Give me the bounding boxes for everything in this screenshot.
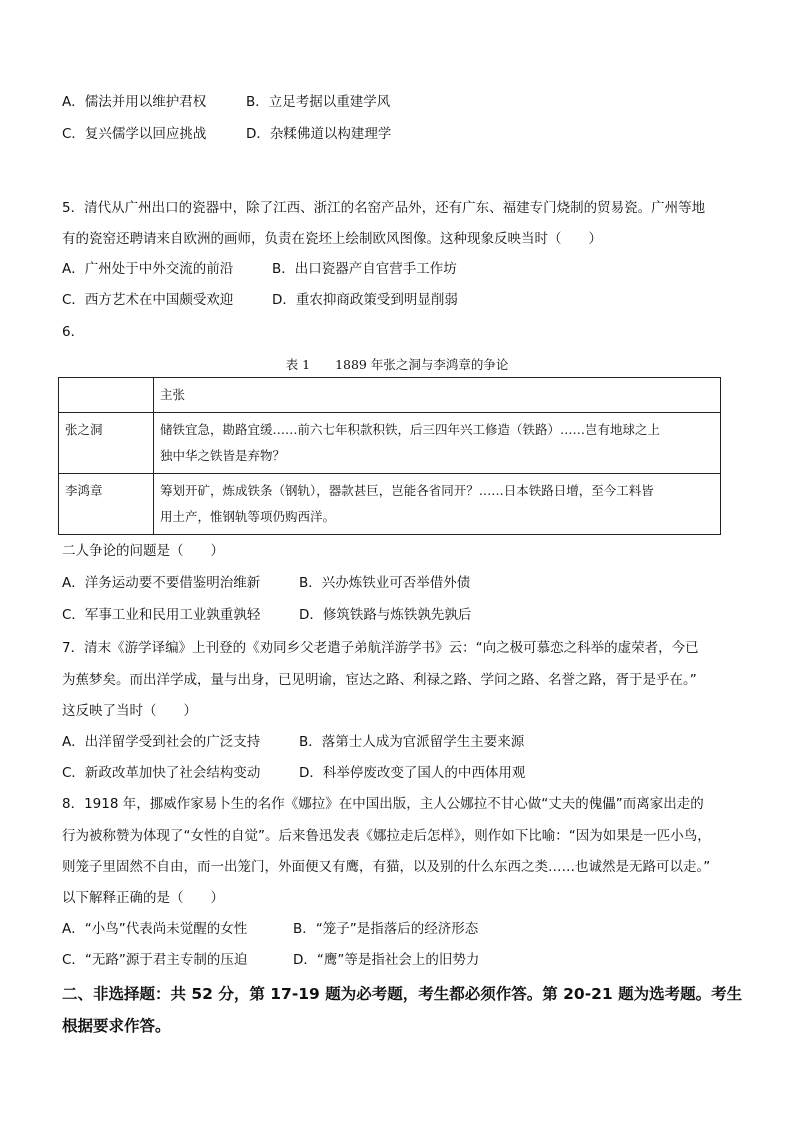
row-name-li: 李鸿章: [59, 474, 154, 535]
q7-option-a: A．出洋留学受到社会的广泛支持: [62, 734, 261, 750]
q5-stem-line-1: 5．清代从广州出口的瓷器中，除了江西、浙江的名窑产品外，还有广东、福建专门烧制的贸易瓷。广州等地: [62, 200, 706, 216]
q7-option-b: B．落第士人成为官派留学生主要来源: [299, 734, 525, 750]
row-claim-zhang: [154, 413, 721, 474]
q4-option-c: C．复兴儒学以回应挑战: [62, 126, 207, 142]
q5-option-a: A．广州处于中外交流的前沿: [62, 261, 234, 277]
table-header-claim: 主张: [154, 378, 721, 413]
q7-stem-line-3: 这反映了当时（ ）: [62, 703, 197, 719]
q6-option-d: D．修筑铁路与炼铁孰先孰后: [299, 607, 472, 623]
q7-stem-line-2: 为蕉梦矣。而出洋学成，量与出身，已见明谕，宦达之路、利禄之路、学问之路、名誉之路，胥于是乎在。”: [62, 672, 697, 688]
q5-option-b: B．出口瓷器产自官营手工作坊: [272, 261, 457, 277]
q7-option-d: D．科举停废改变了国人的中西体用观: [299, 765, 526, 781]
section-2-heading-line-1: 二、非选择题：共 52 分，第 17-19 题为必考题，考生都必须作答。第 20-21 题为选考题。考生: [62, 985, 743, 1003]
q6-question: 二人争论的问题是（ ）: [62, 543, 224, 559]
q6-number: 6．: [62, 324, 85, 340]
q8-option-a: A．“小鸟”代表尚未觉醒的女性: [62, 921, 248, 937]
row-claim-li: [154, 474, 721, 535]
debate-table: [58, 377, 721, 535]
q8-stem-line-3: 则笼子里固然不自由，而一出笼门，外面便又有鹰，有猫，以及别的什么东西之类……也诚然是无路可以走。”: [62, 859, 711, 875]
q6-option-a: A．洋务运动要不要借鉴明治维新: [62, 575, 261, 591]
row-claim-zhang-line-2: 独中华之铁皆是弃物？: [160, 448, 286, 463]
q6-option-b: B．兴办炼铁业可否举借外债: [299, 575, 471, 591]
q7-option-c: C．新政改革加快了社会结构变动: [62, 765, 261, 781]
table-caption: 表 1 1889 年张之洞与李鸿章的争论: [285, 357, 509, 372]
q8-option-c: C．“无路”源于君主专制的压迫: [62, 952, 248, 968]
row-claim-li-line-1: 筹划开矿，炼成铁条（钢轨），器款甚巨，岂能各省同开？……日本铁路日增，至今工料皆: [160, 483, 654, 498]
q8-option-d: D．“鹰”等是指社会上的旧势力: [293, 952, 480, 968]
row-claim-zhang-line-1: 储铁宜急，勘路宜缓……前六七年积款积铁，后三四年兴工修造（铁路）……岂有地球之上: [160, 422, 661, 437]
table-header-blank: [59, 378, 154, 413]
q7-stem-line-1: 7．清末《游学译编》上刊登的《劝同乡父老遣子弟航洋游学书》云：“向之极可慕恋之科举的虚荣者，今已: [62, 640, 699, 656]
section-2-heading-line-2: 根据要求作答。: [62, 1017, 171, 1035]
q5-stem-line-2: 有的瓷窑还聘请来自欧洲的画师，负责在瓷坯上绘制欧风图像。这种现象反映当时（ ）: [62, 231, 602, 247]
row-claim-li-line-2: 用土产，惟钢轨等项仍购西洋。: [160, 509, 336, 524]
q8-stem-line-2: 行为被称赞为体现了“女性的自觉”。后来鲁迅发表《娜拉走后怎样》，则作如下比喻：“因为如果是一匹小鸟，: [62, 828, 711, 844]
table-row: [59, 413, 721, 474]
q8-stem-line-4: 以下解释正确的是（ ）: [62, 890, 224, 906]
table-row: [59, 474, 721, 535]
q5-option-c: C．西方艺术在中国颇受欢迎: [62, 292, 234, 308]
q4-option-a: A．儒法并用以维护君权: [62, 94, 207, 110]
table-header-row: [59, 378, 721, 413]
q8-stem-line-1: 8．1918 年，挪威作家易卜生的名作《娜拉》在中国出版，主人公娜拉不甘心做“丈夫的傀儡”而离家出走的: [62, 796, 704, 812]
q8-option-b: B．“笼子”是指落后的经济形态: [293, 921, 479, 937]
q5-option-d: D．重农抑商政策受到明显削弱: [272, 292, 458, 308]
q4-option-b: B．立足考据以重建学风: [246, 94, 391, 110]
q6-option-c: C．军事工业和民用工业孰重孰轻: [62, 607, 261, 623]
q4-option-d: D．杂糅佛道以构建理学: [246, 126, 392, 142]
row-name-zhang: 张之洞: [59, 413, 154, 474]
